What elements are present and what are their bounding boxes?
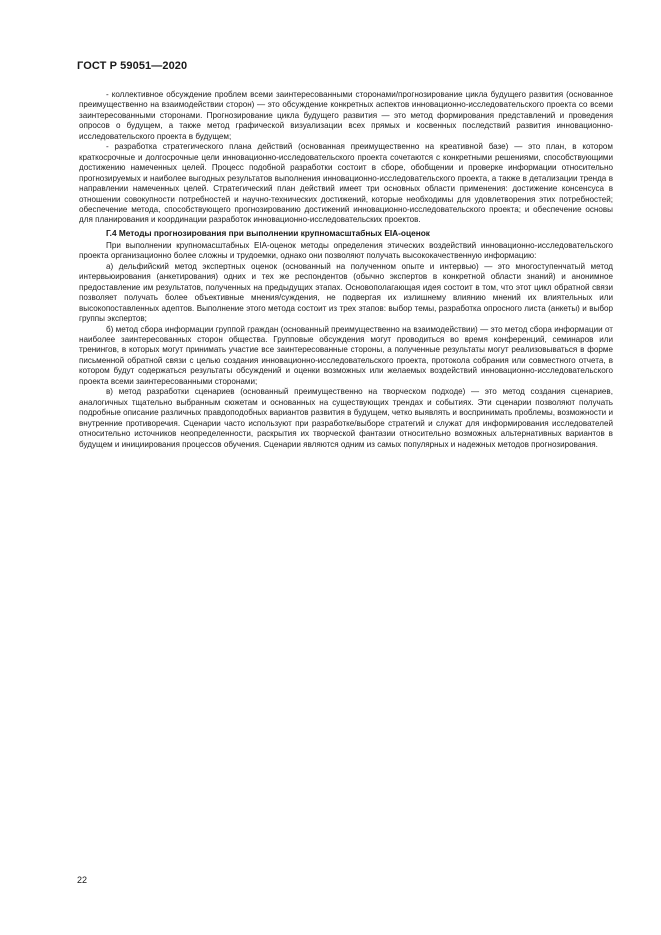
section-title: Г.4 Методы прогнозирования при выполнении крупномасштабных EIA-оценок — [106, 227, 430, 238]
paragraph-collective-discussion: - коллективное обсуждение проблем всеми заинтересованными сторонами/прогнозирование цикла будущего развития (основанное преимущественно на взаимодействии сторон) — это обсуждение конкретных аспектов инновационно-исследовательского проекта со всеми заинтересованными сторонами. Прогнозирование цикла будущего развития — это метод формирования представлений и проведения опросов о будущем, а также метод графической визуализации всех прямых и косвенных последствий развития инновационно-исследовательского проекта в будущем; — [79, 90, 613, 141]
document-header: ГОСТ Р 59051—2020 — [77, 60, 188, 72]
paragraph-intro: При выполнении крупномасштабных EIA-оценок методы определения этических воздействий инновационно-исследовательского проекта организационно более сложны и трудоемки, однако они позволяют получать высококачественную информацию: — [79, 240, 613, 261]
document-body — [79, 90, 613, 450]
paragraph-delphi-method: а) дельфийский метод экспертных оценок (основанный на полученном опыте и интервью) — это многоступенчатый метод интервьюирования (анкетирования) одних и тех же респондентов (обычно экспертов в конкретной области знаний) и анонимное предоставление им результатов, полученных на предыдущих этапах. Основополагающая идея состоит в том, что этот цикл обратной связи позволяет получать более объективные мнения/суждения, не подвергая их излишнему влиянию мнений их влиятельных или высокопоставленных адептов. Выполнение этого метода состоит из трех этапов: выбор темы, разработка опросного листа (анкеты) и выбор группы экспертов; — [79, 261, 613, 324]
paragraph-strategic-plan: - разработка стратегического плана действий (основанная преимущественно на креативной базе) — это план, в котором краткосрочные и долгосрочные цели инновационно-исследовательского проекта сочетаются с конкретными решениями, способствующими достижению намеченных целей. Процесс подобной разработки состоит в сборе, обобщении и проверке информации относительно прогнозируемых и наиболее выгодных результатов выполнения инновационно-исследовательского проекта, а также в детализации тренда в направлении намеченных целей. Стратегический план действий имеет три основных области применения: достижение консенсуса в отношении совокупности потребностей и научно-технических достижений, которые необходимы для удовлетворения этих потребностей; обеспечение метода, способствующего прогнозированию достижений инновационно-исследовательского проекта; и обеспечение основы для планирования и координации разработок инновационно-исследовательских проектов. — [79, 142, 613, 225]
paragraph-scenarios: в) метод разработки сценариев (основанный преимущественно на творческом подходе) — это метод создания сценариев, аналогичных тщательно выбранным сюжетам и основанных на существующих трендах и событиях. Эти сценарии позволяют получать подробные описание различных правдоподобных вариантов развития в будущем, четко выявлять и воспринимать проблемы, возможности и внутренние противоречия. Сценарии часто используют при разработке/выборе стратегий и служат для информирования исследователей относительно источников неопределенности, раскрытия их творческой фантазии относительно возможных альтернативных вариантов в будущем и инициирования процессов обучения. Сценарии являются одним из самых популярных и надежных методов прогнозирования. — [79, 387, 613, 449]
paragraph-citizen-panel: б) метод сбора информации группой граждан (основанный преимущественно на взаимодействии) — это метод сбора информации от наиболее заинтересованных сторон общества. Групповые обсуждения могут проводиться во время конференций, семинаров или тренингов, в которых могут принимать участие все заинтересованные стороны, а полученные результаты могут реализовываться в форме письменной обратной связи с целью создания инновационно-исследовательского проекта, протокола собрания или совместного отчета, в котором будут содержаться результаты обсуждений и оценки возможных или желаемых воздействий инновационно-исследовательского проекта всеми заинтересованными сторонами; — [79, 324, 613, 386]
page-number: 22 — [77, 875, 88, 885]
